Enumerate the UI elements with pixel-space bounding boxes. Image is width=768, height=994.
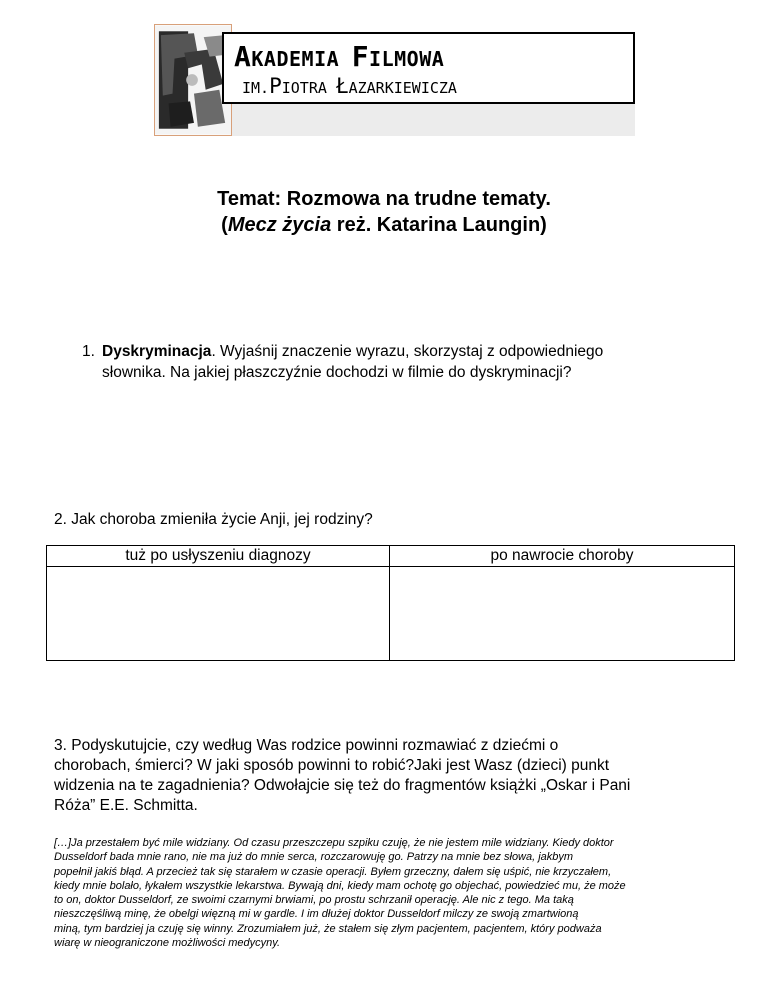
question-1-number: 1. [82,343,95,360]
question-1 [82,341,712,383]
logo-subtitle-part: P [269,74,282,98]
logo-title-part: F [351,40,370,73]
quote-line: miną, tym bardziej ja czuję się winny. Zrozumiałem już, że stałem się złym pacjentem, pacjentem, który podważa [54,922,602,935]
quote-line: nieszczęśliwą minę, że obelgi więzną mi w gardle. I im dłużej doktor Dusseldorf milczy ze swoją zmartwioną [54,908,579,921]
logo-title-box [222,32,635,104]
page-title: Temat: Rozmowa na trudne tematy. [217,188,551,210]
question-1-keyword: Dyskryminacja [102,343,212,360]
quote-line: […]Ja przestałem być mile widziany. Od czasu przeszczepu szpiku czuję, że nie jestem mile widziany. Kiedy doktor [54,837,614,849]
question-3 [54,736,684,816]
answer-cell-diagnosis[interactable] [47,567,390,661]
question-1-text-line2: słownika. Na jakiej płaszczyźnie dochodzi w filmie do dyskryminacji? [102,364,572,381]
logo-photo [154,24,232,136]
question-1-text-line1: . Wyjaśnij znaczenie wyrazu, skorzystaj z odpowiedniego [211,343,604,360]
answer-table [46,545,735,661]
subtitle-open-paren: ( [221,214,228,236]
logo-title [234,40,444,73]
logo-subtitle-part: IM. [242,79,270,97]
question-3-line: Róża” E.E. Schmitta. [54,797,198,814]
film-title: Mecz życia [227,214,332,236]
logo-subtitle-part: Ł [335,74,349,98]
hands-frame-photo-icon [155,25,231,135]
table-header-cell: po nawrocie choroby [390,546,735,567]
question-3-line: chorobach, śmierci? W jaki sposób powinni to robić?Jaki jest Wasz (dzieci) punkt [54,757,610,774]
question-2: 2. Jak choroba zmieniła życie Anji, jej rodziny? [54,511,373,528]
table-row [47,567,735,661]
quote-line: popełnił jakiś błąd. A przecież tak się starałem w czasie operacji. Byłem grzeczny, dałem się uśpić, nie krzyczałem, [54,865,612,878]
book-quote [54,836,734,950]
logo-title-part: ILMOWA [369,47,445,71]
answer-cell-relapse[interactable] [390,567,735,661]
question-3-line: 3. Podyskutujcie, czy według Was rodzice powinni rozmawiać z dziećmi o [54,737,559,754]
quote-line: kiedy mnie bolało, łykałem wszystkie lekarstwa. Bywają dni, kiedy mam ochotę go objechać, powiedzieć mu, że może [54,879,626,892]
subtitle-director: reż. Katarina Laungin) [331,214,547,236]
page-subtitle [0,212,768,238]
logo [154,24,635,136]
question-3-line: widzenia na te zagadnienia? Odwołajcie się też do fragmentów książki „Oskar i Pani [54,777,631,794]
quote-line: wiarę w nieograniczone możliwości medycyny. [54,937,280,950]
logo-subtitle-part: AZARKIEWICZA [348,79,457,97]
logo-subtitle [242,74,457,98]
logo-subtitle-part: IOTRA [281,79,336,97]
table-header-row [47,546,735,567]
table-header-cell: tuż po usłyszeniu diagnozy [47,546,390,567]
logo-strip [232,104,635,136]
quote-line: Dusseldorf bada mnie rano, nie ma już do mnie serca, rozczarowuję go. Patrzy na mnie bez słowa, jakbym [54,851,574,864]
quote-line: to on, doktor Dusseldorf, ze swoimi czarnymi brwiami, po prostu schrzanił operację. Ale nic z tego. Ma taką [54,894,574,907]
logo-title-part: A [234,40,252,73]
logo-title-part: KADEMIA [251,47,352,71]
